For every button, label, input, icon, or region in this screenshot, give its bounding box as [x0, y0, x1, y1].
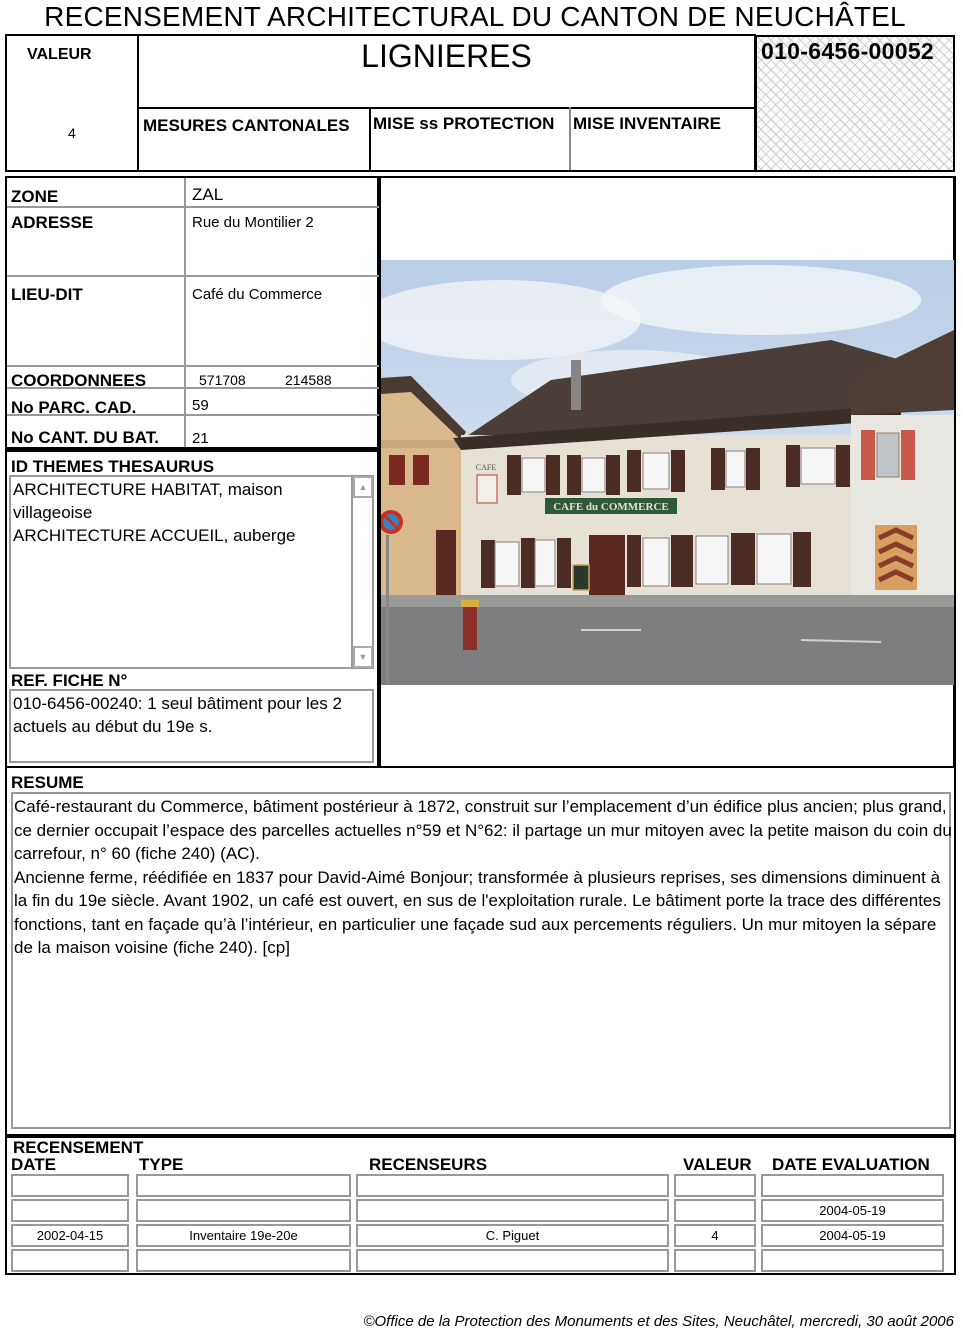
- table-cell: 2002-04-15: [11, 1224, 129, 1247]
- scroll-down-button[interactable]: [353, 646, 373, 668]
- coordonnees-label: COORDONNEES: [11, 371, 147, 387]
- building-photo: [381, 260, 954, 685]
- table-cell: [674, 1199, 756, 1222]
- valeur-value: 4: [68, 125, 76, 141]
- divider: [369, 107, 371, 170]
- table-cell: [11, 1249, 129, 1272]
- document-title: RECENSEMENT ARCHITECTURAL DU CANTON DE NEUCHÂTEL: [44, 1, 906, 32]
- table-cell: 2004-05-19: [761, 1224, 944, 1247]
- table-cell: [356, 1249, 669, 1272]
- thesaurus-text: [13, 478, 348, 547]
- coordonnees-x: 571708: [199, 372, 246, 388]
- adresse-label: ADRESSE: [11, 213, 94, 232]
- table-cell: [11, 1199, 129, 1222]
- divider: [569, 107, 571, 170]
- thesaurus-item: ARCHITECTURE HABITAT, maison villageoise: [13, 480, 283, 522]
- col-header-recenseurs: RECENSEURS: [369, 1155, 488, 1174]
- footer-copyright: ©Office de la Protection des Monuments et des Sites, Neuchâtel, mercredi, 30 août 2006: [363, 1313, 954, 1330]
- parc-cad-label-clip: [7, 389, 184, 414]
- resume-label: RESUME: [11, 773, 84, 792]
- table-cell: [674, 1174, 756, 1197]
- col-header-date: DATE: [11, 1155, 57, 1174]
- fiche-code: 010-6456-00052: [761, 38, 935, 64]
- photo-illustration: [381, 260, 954, 685]
- table-cell: [136, 1199, 351, 1222]
- table-cell: [356, 1199, 669, 1222]
- recensement-title: RECENSEMENT: [13, 1138, 144, 1157]
- divider: [7, 275, 379, 277]
- lieu-dit-label: LIEU-DIT: [11, 285, 83, 304]
- zone-value: ZAL: [192, 185, 224, 204]
- commune-name: LIGNIERES: [361, 38, 532, 74]
- col-header-type: TYPE: [139, 1155, 184, 1174]
- mesures-cantonales-label: MESURES CANTONALES: [143, 116, 350, 135]
- table-cell: [136, 1174, 351, 1197]
- valeur-label: VALEUR: [27, 46, 92, 63]
- table-cell: 4: [674, 1224, 756, 1247]
- cant-bat-value: 21: [192, 430, 209, 447]
- thesaurus-scrollbar[interactable]: [351, 476, 373, 668]
- chevron-down-icon: ▼: [358, 652, 368, 662]
- cant-bat-label: No CANT. DU BAT.: [11, 428, 159, 447]
- zone-label: ZONE: [11, 187, 59, 206]
- table-cell: [136, 1249, 351, 1272]
- table-cell: [761, 1249, 944, 1272]
- parc-cad-value: 59: [192, 397, 209, 414]
- table-cell: [674, 1249, 756, 1272]
- divider: [184, 178, 186, 450]
- table-cell: C. Piguet: [356, 1224, 669, 1247]
- coordonnees-y: 214588: [285, 372, 332, 388]
- scroll-up-button[interactable]: [353, 476, 373, 498]
- divider: [7, 365, 379, 367]
- resume-text: [14, 795, 952, 960]
- table-cell: Inventaire 19e-20e: [136, 1224, 351, 1247]
- thesaurus-item: ARCHITECTURE ACCUEIL, auberge: [13, 526, 296, 545]
- divider: [139, 107, 754, 109]
- wall-cafe-text: CAFE: [475, 463, 497, 472]
- table-cell: [761, 1174, 944, 1197]
- lieu-dit-value: Café du Commerce: [192, 286, 323, 303]
- divider: [7, 414, 379, 416]
- col-header-valeur: VALEUR: [683, 1155, 752, 1174]
- coordonnees-label-clip: [7, 368, 184, 387]
- cafe-sign-text: CAFE du COMMERCE: [553, 501, 669, 513]
- ref-fiche-label: REF. FICHE N°: [11, 671, 128, 690]
- resume-paragraph: Ancienne ferme, réédifiée en 1837 pour David-Aimé Bonjour; transformée à plusieurs reprises, ses dimensions diminuent à la fin du 19e siècle. Avant 1902, un café est ouvert, en sus de l'exploitation rurale. Le bâtiment porte la trace des différentes fonctions, tant en façade qu’à l’intérieur, en particulier une façade sud aux percements réguliers. Un mur mitoyen la sépare de la maison voisine (fiche 240). [cp]: [14, 867, 941, 957]
- resume-paragraph: Café-restaurant du Commerce, bâtiment postérieur à 1872, construit sur l’emplacement d’un édifice plus ancien; plus grand, ce dernier occupait l’espace des parcelles actuelles n°59 et N°62: il partage un mur mitoyen avec la petite maison du coin du carrefour, n° 60 (fiche 240) (AC).: [14, 797, 952, 863]
- col-header-date-evaluation: DATE EVALUATION: [772, 1155, 930, 1174]
- table-cell: [11, 1174, 129, 1197]
- thesaurus-label: ID THEMES THESAURUS: [11, 457, 215, 476]
- table-cell: [356, 1174, 669, 1197]
- parc-cad-label: No PARC. CAD.: [11, 398, 137, 414]
- ref-fiche-value: 010-6456-00240: 1 seul bâtiment pour les 2 actuels au début du 19e s.: [13, 694, 342, 736]
- divider: [7, 206, 379, 208]
- table-cell: 2004-05-19: [761, 1199, 944, 1222]
- adresse-value: Rue du Montilier 2: [192, 214, 314, 231]
- chevron-up-icon: ▲: [358, 482, 368, 492]
- mise-protection-label: MISE ss PROTECTION: [373, 114, 555, 133]
- mise-inventaire-label: MISE INVENTAIRE: [573, 114, 721, 133]
